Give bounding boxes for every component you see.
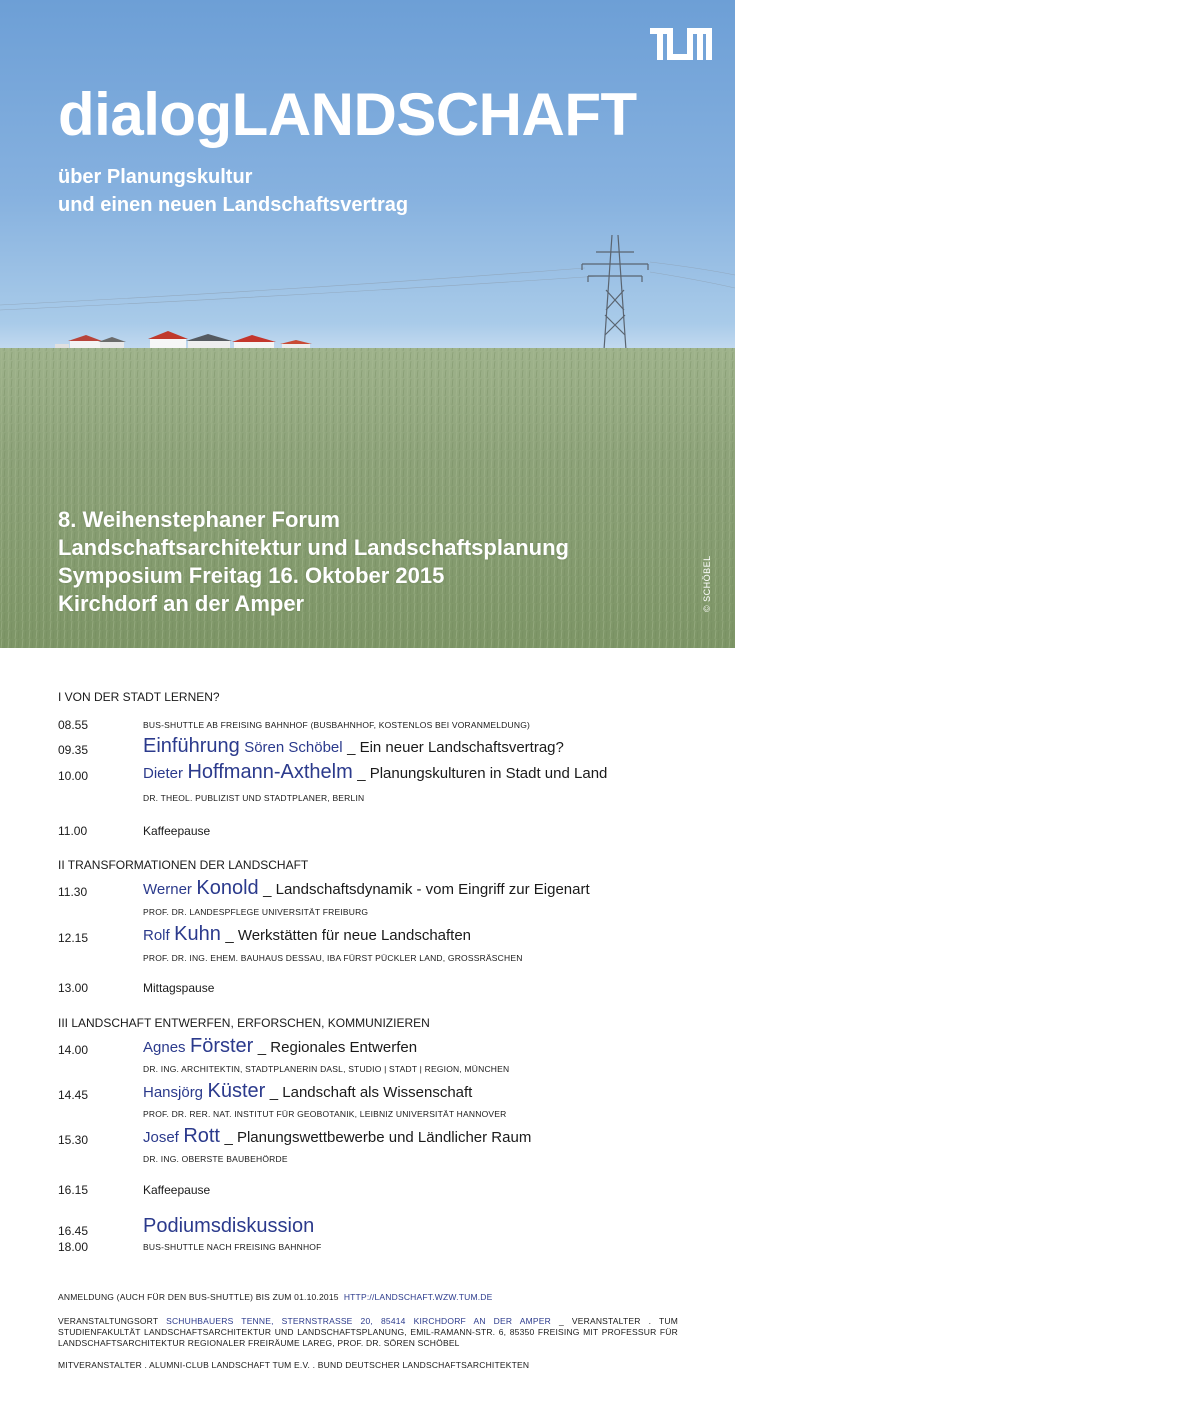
entry-text: Mittagspause [143,981,215,995]
forum-line-1: 8. Weihenstephaner Forum [58,507,340,532]
time: 16.45 [58,1224,89,1238]
speaker-name: Sören Schöbel [244,739,343,756]
time: 14.45 [58,1088,89,1102]
speaker-last-name: Förster [190,1035,254,1057]
talk-topic: _ Landschaftsdynamik - vom Eingriff zur Eigenart [263,881,590,898]
entry-line [143,1080,472,1103]
entry-text: BUS-SHUTTLE NACH FREISING BAHNHOF [143,1242,322,1252]
time: 14.00 [58,1043,89,1057]
power-lines [0,262,735,310]
speaker-caption: DR. ING. ARCHITEKTIN, STADTPLANERIN DASL, STUDIO | STADT | REGION, MÜNCHEN [143,1064,510,1074]
entry-text: BUS-SHUTTLE AB FREISING BAHNHOF (BUSBAHNHOF, KOSTENLOS BEI VORANMELDUNG) [143,720,531,730]
forum-line-2: Landschaftsarchitektur und Landschaftsplanung [58,535,569,560]
speaker-caption: PROF. DR. ING. EHEM. BAUHAUS DESSAU, IBA FÜRST PÜCKLER LAND, GROSSRÄSCHEN [143,953,523,963]
forum-line-3: Symposium Freitag 16. Oktober 2015 [58,563,445,588]
subtitle-line-2: und einen neuen Landschaftsvertrag [58,194,409,216]
section-heading-1: I VON DER STADT LERNEN? [58,690,220,704]
entry-line [143,1035,417,1058]
co-organizers: MITVERANSTALTER . ALUMNI-CLUB LANDSCHAFT TUM E.V. . BUND DEUTSCHER LANDSCHAFTSARCHITEKTEN [58,1360,530,1370]
session-title: Podiumsdiskussion [143,1215,315,1237]
forum-line-4: Kirchdorf an der Amper [58,591,305,616]
speaker-first-name: Agnes [143,1039,186,1056]
session-title: Einführung [143,735,240,757]
tum-logo-icon [650,28,712,60]
venue-info [58,1316,678,1349]
venue-address: SCHUHBAUERS TENNE, STERNSTRASSE 20, 85414 KIRCHDORF AN DER AMPER [166,1316,551,1326]
section-heading-3: III LANDSCHAFT ENTWERFEN, ERFORSCHEN, KOMMUNIZIEREN [58,1016,430,1030]
time: 09.35 [58,743,89,757]
time: 11.00 [58,824,88,838]
subtitle-line-1: über Planungskultur [58,166,253,188]
time: 08.55 [58,718,89,732]
section-heading-2: II TRANSFORMATIONEN DER LANDSCHAFT [58,858,309,872]
venue-label: VERANSTALTUNGSORT [58,1316,159,1326]
speaker-caption: PROF. DR. LANDESPFLEGE UNIVERSITÄT FREIBURG [143,907,369,917]
page-title: dialogLANDSCHAFT [58,81,637,148]
speaker-last-name: Hoffmann-Axthelm [187,761,353,783]
time: 13.00 [58,981,89,995]
photo-credit: © SCHÖBEL [702,555,712,612]
time: 12.15 [58,931,89,945]
entry-line [143,1125,531,1148]
talk-topic: _ Werkstätten für neue Landschaften [225,927,472,944]
talk-topic: _ Planungswettbewerbe und Ländlicher Raum [224,1129,532,1146]
talk-topic: _ Landschaft als Wissenschaft [269,1084,473,1101]
entry-line [143,761,607,784]
time: 10.00 [58,769,89,783]
speaker-first-name: Werner [143,881,192,898]
entry-text: Kaffeepause [143,824,211,838]
speaker-last-name: Konold [196,877,259,899]
speaker-first-name: Dieter [143,765,184,782]
speaker-caption: DR. THEOL. PUBLIZIST UND STADTPLANER, BERLIN [143,793,365,803]
entry-line [143,877,590,900]
speaker-first-name: Hansjörg [143,1084,204,1101]
time: 18.00 [58,1240,89,1254]
entry-text: Kaffeepause [143,1183,211,1197]
subtitle [58,163,408,219]
talk-topic: _ Regionales Entwerfen [257,1039,418,1056]
speaker-first-name: Josef [143,1129,179,1146]
registration-info [58,1292,678,1303]
talk-topic: _ Planungskulturen in Stadt und Land [357,765,608,782]
header-image [0,0,735,648]
forum-info [58,506,569,618]
registration-link[interactable]: HTTP://LANDSCHAFT.WZW.TUM.DE [343,1292,493,1302]
speaker-last-name: Küster [207,1080,266,1102]
speaker-caption: PROF. DR. RER. NAT. INSTITUT FÜR GEOBOTANIK, LEIBNIZ UNIVERSITÄT HANNOVER [143,1109,507,1119]
speaker-last-name: Rott [183,1125,220,1147]
entry-line [143,923,471,946]
speaker-caption: DR. ING. OBERSTE BAUBEHÖRDE [143,1154,288,1164]
organizer-text: _ VERANSTALTER . TUM STUDIENFAKULTÄT LANDSCHAFTSARCHITEKTUR UND LANDSCHAFTSPLANUNG, EMIL-RAMANN-STR. 6, 85350 FREISING MIT PROFESSUR FÜR LANDSCHAFTSARCHITEKTUR REGIONALER FREIRÄUME LAREG, PROF. DR. SÖREN SCHÖBEL [58,1316,678,1348]
registration-text: ANMELDUNG (AUCH FÜR DEN BUS-SHUTTLE) BIS ZUM 01.10.2015 [58,1292,339,1302]
entry-line [143,735,564,758]
time: 11.30 [58,885,88,899]
talk-topic: _ Ein neuer Landschaftsvertrag? [347,739,564,756]
speaker-first-name: Rolf [143,927,170,944]
speaker-last-name: Kuhn [174,923,221,945]
time: 16.15 [58,1183,89,1197]
time: 15.30 [58,1133,89,1147]
village [55,331,312,350]
pylon [582,235,648,350]
